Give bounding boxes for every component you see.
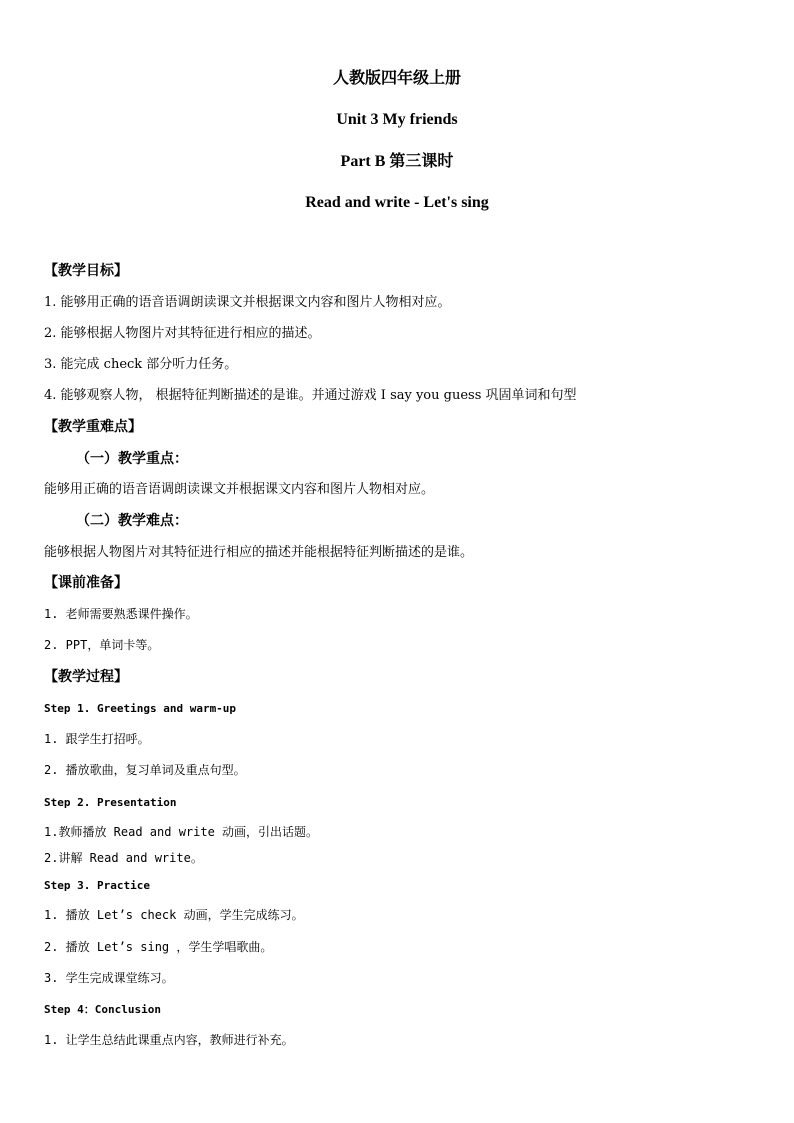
step-2-item: 2.讲解 Read and write。 (44, 851, 203, 865)
step-2-title: Step 2. Presentation (44, 796, 177, 809)
step-3-item: 3. 学生完成课堂练习。 (44, 971, 174, 985)
preparation-item: 2. PPT，单词卡等。 (44, 638, 160, 652)
preparation-heading: 【课前准备】 (44, 575, 128, 591)
step-3-item: 2. 播放 Let’s sing ，学生学唱歌曲。 (44, 940, 273, 954)
preparation-item: 1. 老师需要熟悉课件操作。 (44, 607, 198, 621)
step-1-item: 2. 播放歌曲，复习单词及重点句型。 (44, 763, 246, 777)
difficult-point-text: 能够根据人物图片对其特征进行相应的描述并能根据特征判断描述的是谁。 (44, 545, 474, 560)
unit-title: Unit 3 My friends (336, 111, 458, 128)
process-heading: 【教学过程】 (44, 669, 128, 685)
objective-item: 2. 能够根据人物图片对其特征进行相应的描述。 (44, 326, 321, 341)
step-1-title: Step 1. Greetings and warm-up (44, 702, 237, 715)
objectives-heading: 【教学目标】 (44, 263, 128, 279)
key-point-label: （一）教学重点： (76, 451, 188, 467)
step-1-item: 1. 跟学生打招呼。 (44, 732, 150, 746)
lesson-part-title: Part B 第三课时 (340, 153, 454, 170)
step-2-item: 1.教师播放 Read and write 动画，引出话题。 (44, 825, 319, 839)
difficult-point-label: （二）教学难点： (76, 513, 188, 529)
step-4-title: Step 4：Conclusion (44, 1003, 161, 1016)
document-title: 人教版四年级上册 (332, 70, 461, 87)
objective-item: 3. 能完成 check 部分听力任务。 (44, 357, 238, 372)
key-difficult-heading: 【教学重难点】 (44, 419, 142, 435)
objective-item: 1. 能够用正确的语音语调朗读课文并根据课文内容和图片人物相对应。 (44, 295, 451, 310)
objective-item: 4. 能够观察人物， 根据特征判断描述的是谁。并通过游戏 I say you guess 巩固单词和句型 (44, 388, 577, 403)
lesson-topic-title: Read and write - Let's sing (305, 194, 489, 211)
key-point-text: 能够用正确的语音语调朗读课文并根据课文内容和图片人物相对应。 (44, 482, 435, 497)
step-3-item: 1. 播放 Let’s check 动画，学生完成练习。 (44, 908, 304, 922)
step-3-title: Step 3. Practice (44, 879, 150, 892)
step-4-item: 1. 让学生总结此课重点内容，教师进行补充。 (44, 1033, 294, 1047)
